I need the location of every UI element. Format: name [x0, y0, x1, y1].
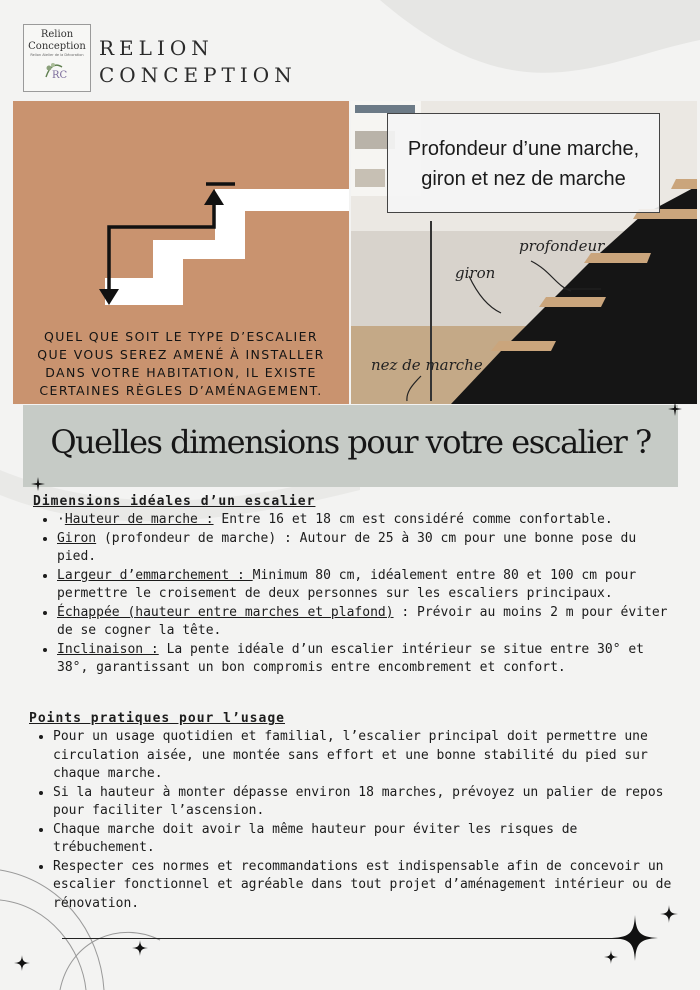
sparkle-icon: [132, 940, 148, 956]
intro-line: QUEL QUE SOIT LE TYPE D’ESCALIER: [43, 329, 318, 344]
list-item: • Chaque marche doit avoir la même hauteur pour éviter les risques de trébuchement.: [53, 821, 679, 858]
logo-tagline: Relion Atelier de la Décoration: [30, 53, 84, 57]
intro-line: CERTAINES RÈGLES D’AMÉNAGEMENT.: [39, 383, 323, 398]
item-text: (profondeur de marche) : Autour de 25 à 30 cm pour une bonne pose du pied.: [57, 530, 637, 564]
logo-text-line1: Relion: [40, 29, 74, 40]
item-text: : Prévoir au moins 2 m pour éviter de se cogner la tête.: [57, 604, 668, 638]
stair-photo-panel: [351, 101, 697, 404]
item-text: Entre 16 et 18 cm est considéré comme confortable.: [213, 512, 613, 527]
stair-illustration-panel: [13, 101, 349, 404]
section-heading: Dimensions idéales d’un escalier: [33, 494, 316, 509]
section-heading: Points pratiques pour l’usage: [29, 711, 285, 726]
list-item: [57, 604, 673, 641]
logo: [23, 24, 91, 92]
label-nez-de-marche: nez de marche: [371, 356, 483, 374]
sparkle-icon: [660, 905, 678, 923]
sparkle-icon: [14, 955, 30, 971]
label-profondeur: profondeur: [519, 237, 605, 255]
item-term: Largeur d’emmarchement :: [57, 567, 253, 583]
list-item: [57, 511, 673, 530]
intro-line: QUE VOUS SEREZ AMENÉ À INSTALLER: [37, 347, 325, 362]
list-item: [57, 641, 673, 678]
usage-list: [29, 728, 679, 913]
sparkle-icon: [612, 915, 658, 961]
sparkle-icon: [31, 477, 45, 491]
svg-text:RC: RC: [52, 70, 68, 81]
caption-line2: giron et nez de marche: [421, 168, 626, 190]
brand-line2: CONCEPTION: [99, 63, 297, 87]
item-term: Giron: [57, 530, 97, 546]
logo-text-line2: Conception: [28, 41, 86, 52]
item-term: Hauteur de marche :: [64, 512, 214, 527]
item-prefix: ·: [57, 512, 65, 527]
list-item: • Respecter ces normes et recommandations est indispensable afin de concevoir un escalier fonctionnel et agréable dans tout projet d’aménagement intérieur ou de rénovation.: [53, 858, 679, 914]
item-text: Minimum 80 cm, idéalement entre 80 et 100 cm pour permettre le croisement de deux personnes sur les escaliers principaux.: [57, 567, 637, 601]
brand-line1: RELION: [99, 36, 214, 60]
footer-divider: [62, 938, 642, 939]
caption-line1: Profondeur d’une marche,: [407, 138, 640, 160]
list-item: [57, 530, 673, 567]
sparkle-icon: [604, 950, 618, 964]
title-band: [23, 405, 678, 487]
item-text: La pente idéale d’un escalier intérieur se situe entre 30° et 38°, garantissant un bon compromis entre encombrement et confort.: [57, 641, 645, 675]
photo-caption: [387, 113, 660, 213]
list-item: [57, 567, 673, 604]
list-item: • Pour un usage quotidien et familial, l’escalier principal doit permettre une circulation aisée, une montée sans effort et une bonne stabilité du pied sur chaque marche.: [53, 728, 679, 784]
dimensions-list: [33, 511, 673, 678]
intro-text: [13, 328, 349, 400]
item-term: Échappée (hauteur entre marches et plafond): [57, 604, 394, 620]
section-usage: [29, 711, 679, 913]
section-dimensions: [33, 494, 673, 678]
label-giron: giron: [455, 264, 496, 282]
item-term: Inclinaison :: [57, 641, 159, 657]
intro-line: DANS VOTRE HABITATION, IL EXISTE: [45, 365, 317, 380]
sparkle-icon: [668, 402, 682, 416]
logo-monogram-icon: [42, 59, 72, 81]
page-title: Quelles dimensions pour votre escalier ?: [50, 423, 651, 461]
list-item: • Si la hauteur à monter dépasse environ 18 marches, prévoyez un palier de repos pour faciliter l’ascension.: [53, 784, 679, 821]
